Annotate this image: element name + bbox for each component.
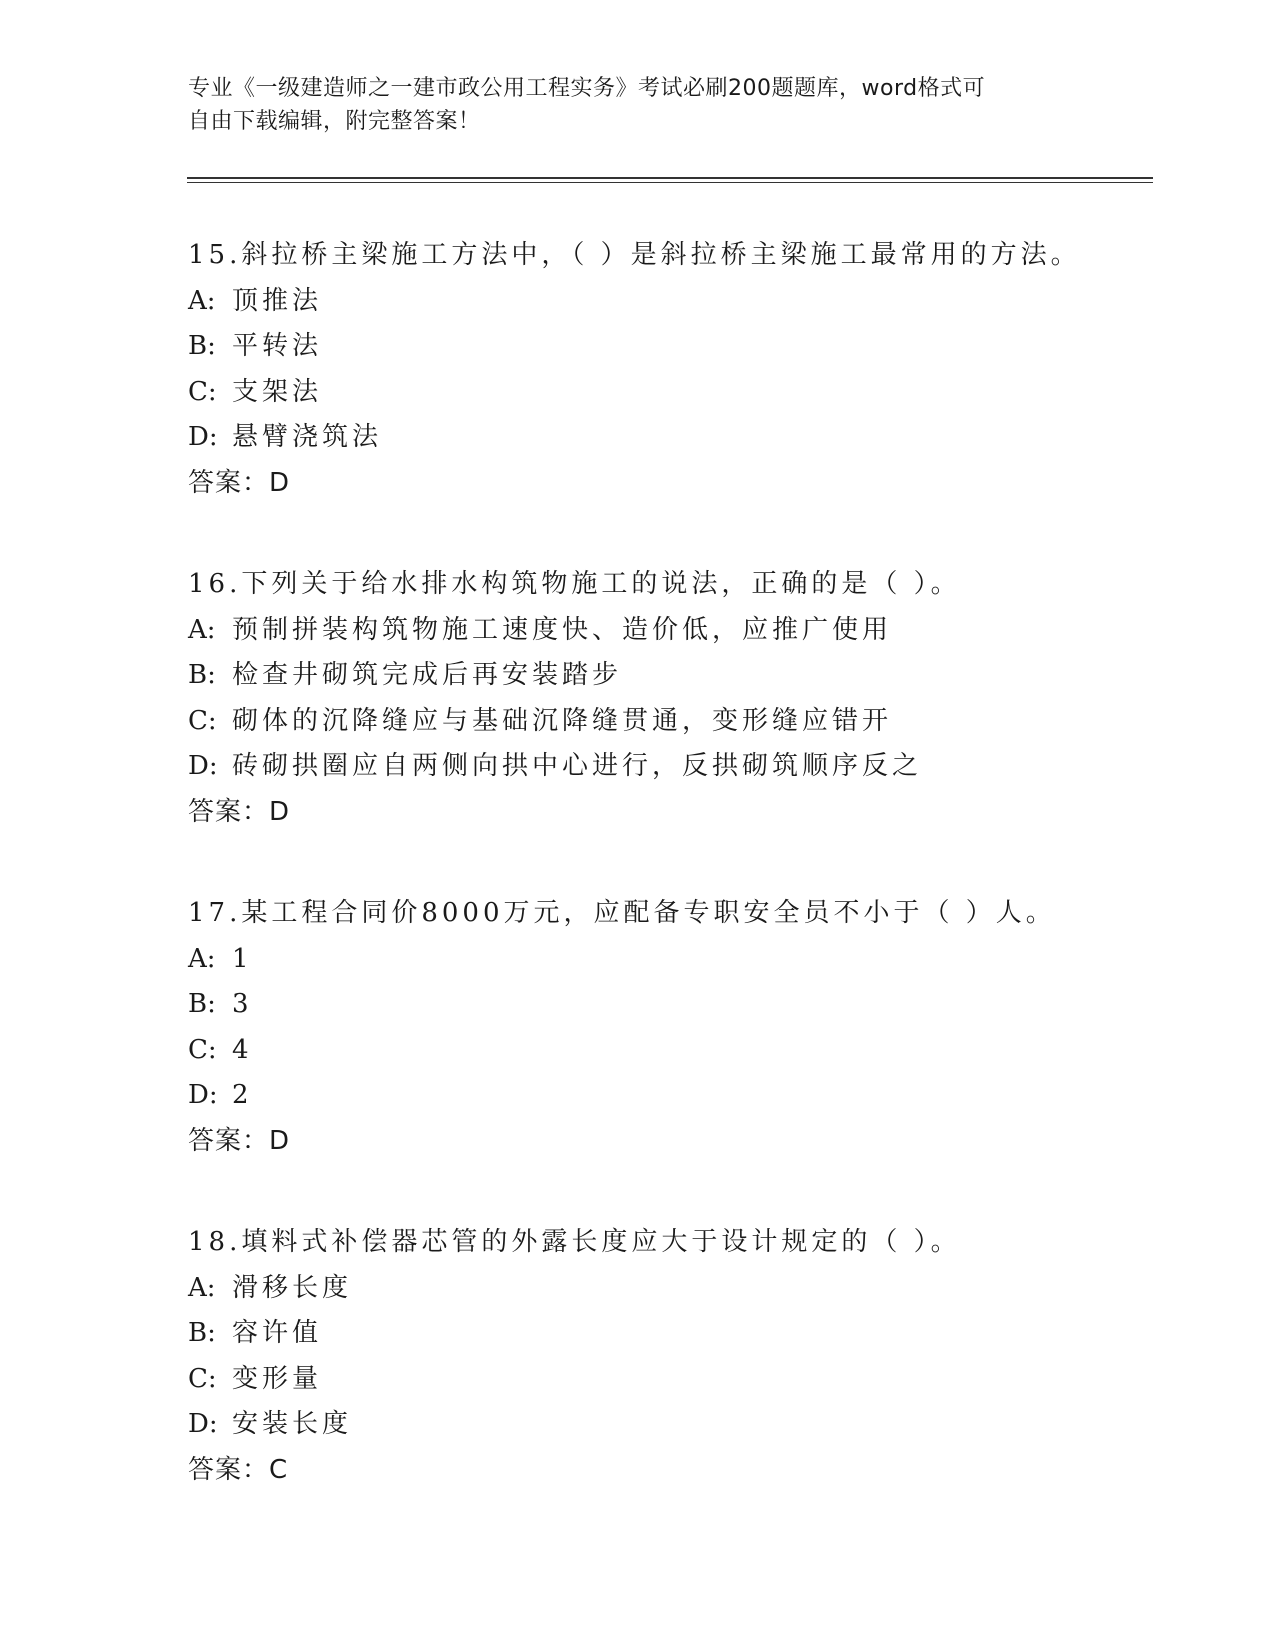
option-a [188, 279, 1168, 325]
option-b [188, 1311, 1168, 1357]
option-letter: A: [188, 1272, 216, 1303]
option-text: 4 [232, 1034, 253, 1065]
option-a [188, 937, 1168, 983]
option-letter: B: [188, 660, 216, 690]
option-letter: D: [188, 751, 218, 781]
option-b [188, 982, 1168, 1028]
option-letter: C: [188, 1363, 217, 1394]
option-text: 3 [232, 989, 253, 1019]
answer-line: 答案：D [188, 1125, 291, 1156]
question-stem: 17.某工程合同价8000万元，应配备专职安全员不小于（ ）人。 [188, 898, 1056, 928]
option-text: 安装长度 [232, 1409, 353, 1439]
option-letter: A: [188, 614, 216, 645]
option-text: 平转法 [232, 331, 323, 361]
option-d [188, 744, 1168, 790]
option-text: 悬臂浇筑法 [232, 422, 383, 452]
option-text: 顶推法 [232, 285, 323, 316]
option-b [188, 324, 1168, 370]
option-a [188, 1266, 1168, 1312]
option-letter: A: [188, 943, 216, 974]
answer-line: 答案：D [188, 796, 291, 827]
question-stem: 18.填料式补偿器芯管的外露长度应大于设计规定的（ ）。 [188, 1227, 961, 1257]
option-c [188, 699, 1168, 745]
question-18 [188, 1220, 1168, 1493]
option-letter: B: [188, 989, 216, 1019]
option-d [188, 1402, 1168, 1448]
header-divider [187, 177, 1153, 183]
answer-line: 答案：C [188, 1454, 289, 1485]
option-text: 1 [232, 943, 253, 974]
option-letter: C: [188, 376, 217, 407]
option-letter: C: [188, 1034, 217, 1065]
document-header [188, 72, 1068, 138]
option-text: 检查井砌筑完成后再安装踏步 [232, 660, 623, 690]
option-c [188, 1357, 1168, 1403]
option-letter: D: [188, 422, 218, 452]
answer-line: 答案：D [188, 467, 291, 498]
option-letter: D: [188, 1080, 218, 1110]
option-text: 滑移长度 [232, 1272, 353, 1303]
option-d [188, 415, 1168, 461]
option-letter: A: [188, 285, 216, 316]
header-line-1: 专业《一级建造师之一建市政公用工程实务》考试必刷200题题库，word格式可 [188, 76, 986, 101]
option-text: 砌体的沉降缝应与基础沉降缝贯通，变形缝应错开 [232, 705, 893, 736]
question-17 [188, 891, 1168, 1164]
option-text: 2 [232, 1080, 253, 1110]
option-text: 变形量 [232, 1363, 323, 1394]
option-b [188, 653, 1168, 699]
question-stem: 15.斜拉桥主梁施工方法中，（ ）是斜拉桥主梁施工最常用的方法。 [188, 240, 1081, 270]
option-d [188, 1073, 1168, 1119]
option-text: 支架法 [232, 376, 323, 407]
option-letter: D: [188, 1409, 218, 1439]
question-15 [188, 233, 1168, 506]
option-letter: C: [188, 705, 217, 736]
option-letter: B: [188, 1318, 216, 1348]
option-c [188, 1028, 1168, 1074]
option-a [188, 608, 1168, 654]
option-text: 砖砌拱圈应自两侧向拱中心进行，反拱砌筑顺序反之 [232, 751, 923, 781]
question-stem: 16.下列关于给水排水构筑物施工的说法，正确的是（ ）。 [188, 569, 961, 599]
option-letter: B: [188, 331, 216, 361]
header-line-2: 自由下载编辑，附完整答案！ [188, 109, 481, 134]
option-text: 预制拼装构筑物施工速度快、造价低，应推广使用 [232, 614, 893, 645]
option-c [188, 370, 1168, 416]
question-16 [188, 562, 1168, 835]
option-text: 容许值 [232, 1318, 323, 1348]
question-list [188, 233, 1168, 1493]
